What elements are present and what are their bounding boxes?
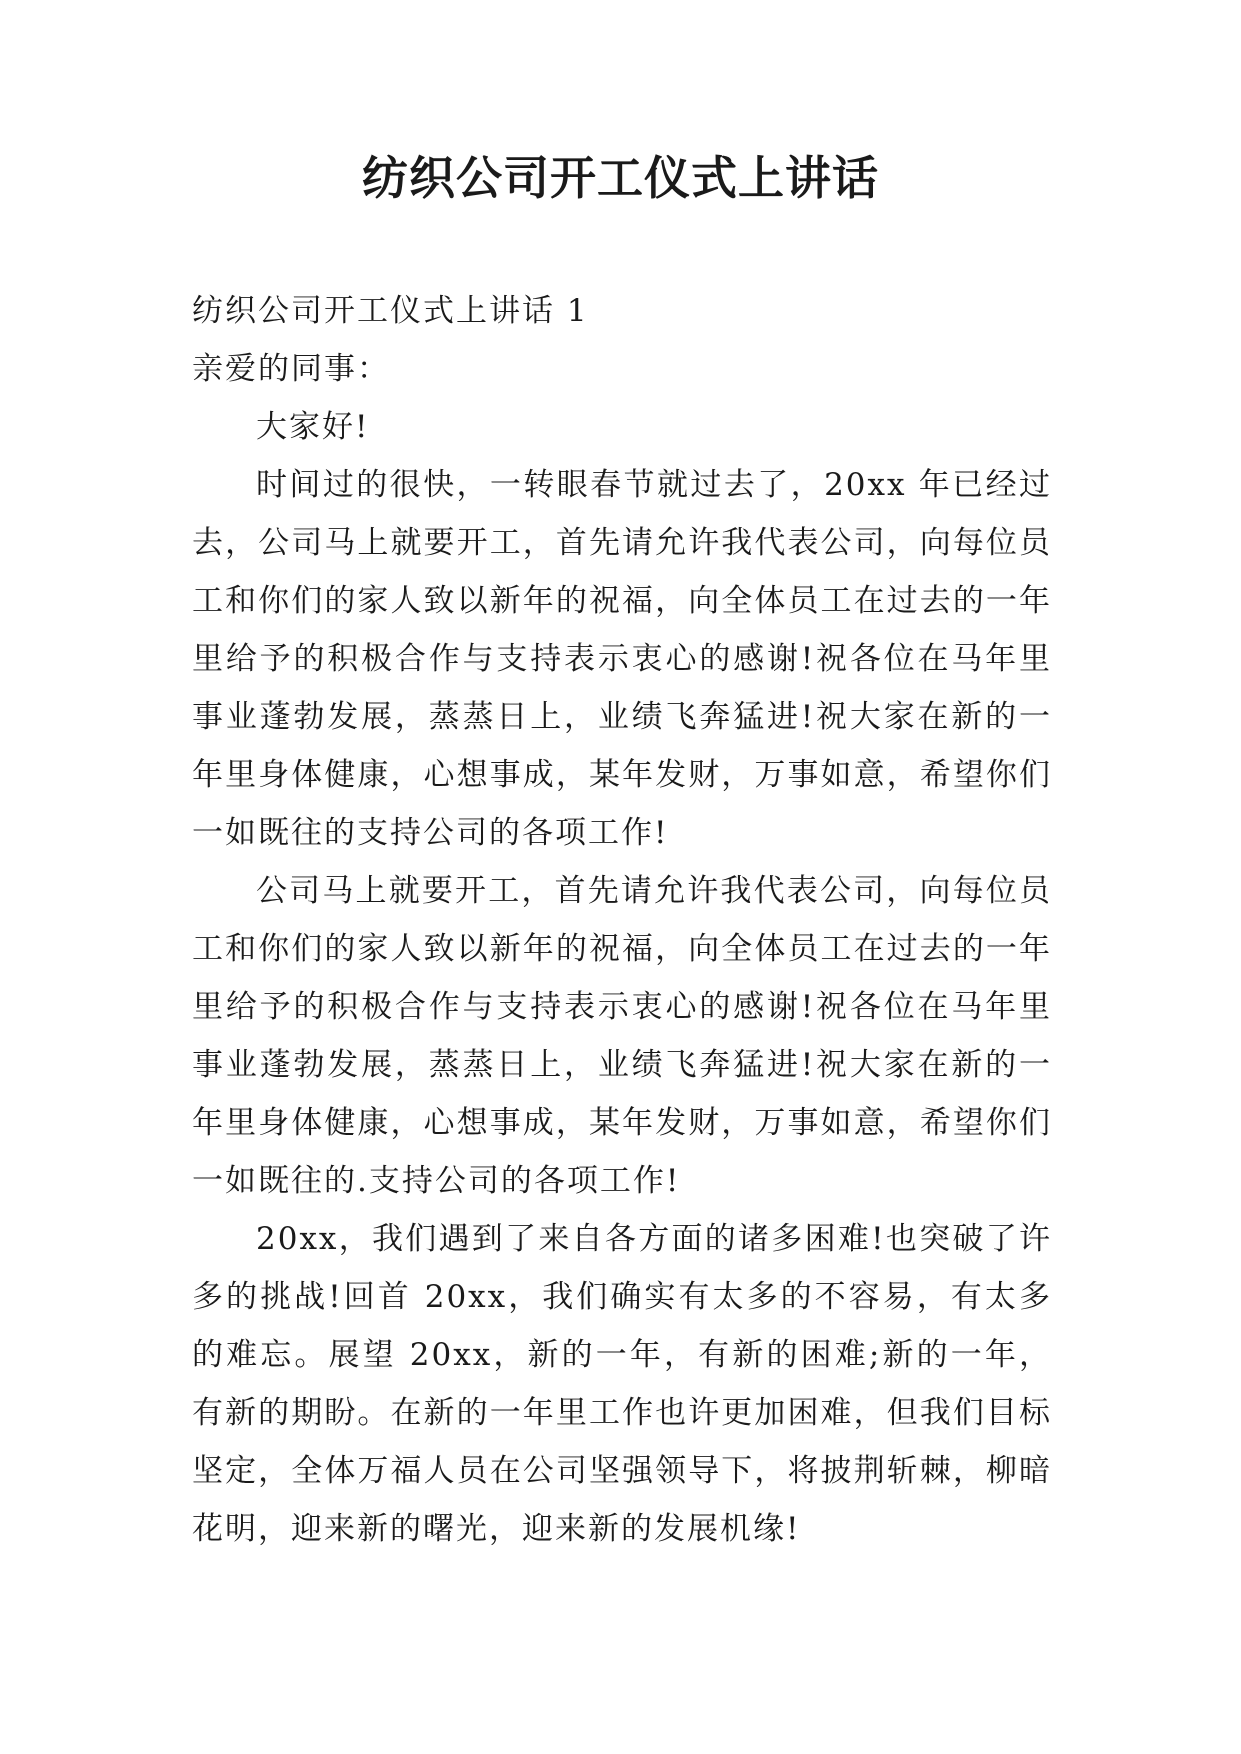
paragraph: 公司马上就要开工，首先请允许我代表公司，向每位员工和你们的家人致以新年的祝福，向全体员工在过去的一年里给予的积极合作与支持表示衷心的感谢!祝各位在马年里事业蓬勃发展，蒸蒸日上，业绩飞奔猛进!祝大家在新的一年里身体健康，心想事成，某年发财，万事如意，希望你们一如既往的.支持公司的各项工作!	[192, 873, 1052, 1199]
paragraph: 时间过的很快，一转眼春节就过去了，20xx 年已经过去，公司马上就要开工，首先请允许我代表公司，向每位员工和你们的家人致以新年的祝福，向全体员工在过去的一年里给予的积极合作与支持表示衷心的感谢!祝各位在马年里事业蓬勃发展，蒸蒸日上，业绩飞奔猛进!祝大家在新的一年里身体健康，心想事成，某年发财，万事如意，希望你们一如既往的支持公司的各项工作!	[192, 467, 1052, 851]
greeting: 大家好!	[256, 409, 370, 445]
salutation: 亲爱的同事：	[192, 351, 390, 387]
document-body	[192, 282, 1052, 1558]
document-title: 纺织公司开工仪式上讲话	[362, 151, 879, 205]
section-heading: 纺织公司开工仪式上讲话 1	[192, 293, 589, 329]
paragraph: 20xx，我们遇到了来自各方面的诸多困难!也突破了许多的挑战!回首 20xx，我们确实有太多的不容易，有太多的难忘。展望 20xx，新的一年，有新的困难;新的一年，有新的期盼。在新的一年里工作也许更加困难，但我们目标坚定，全体万福人员在公司坚强领导下，将披荆斩棘，柳暗花明，迎来新的曙光，迎来新的发展机缘!	[192, 1221, 1052, 1547]
